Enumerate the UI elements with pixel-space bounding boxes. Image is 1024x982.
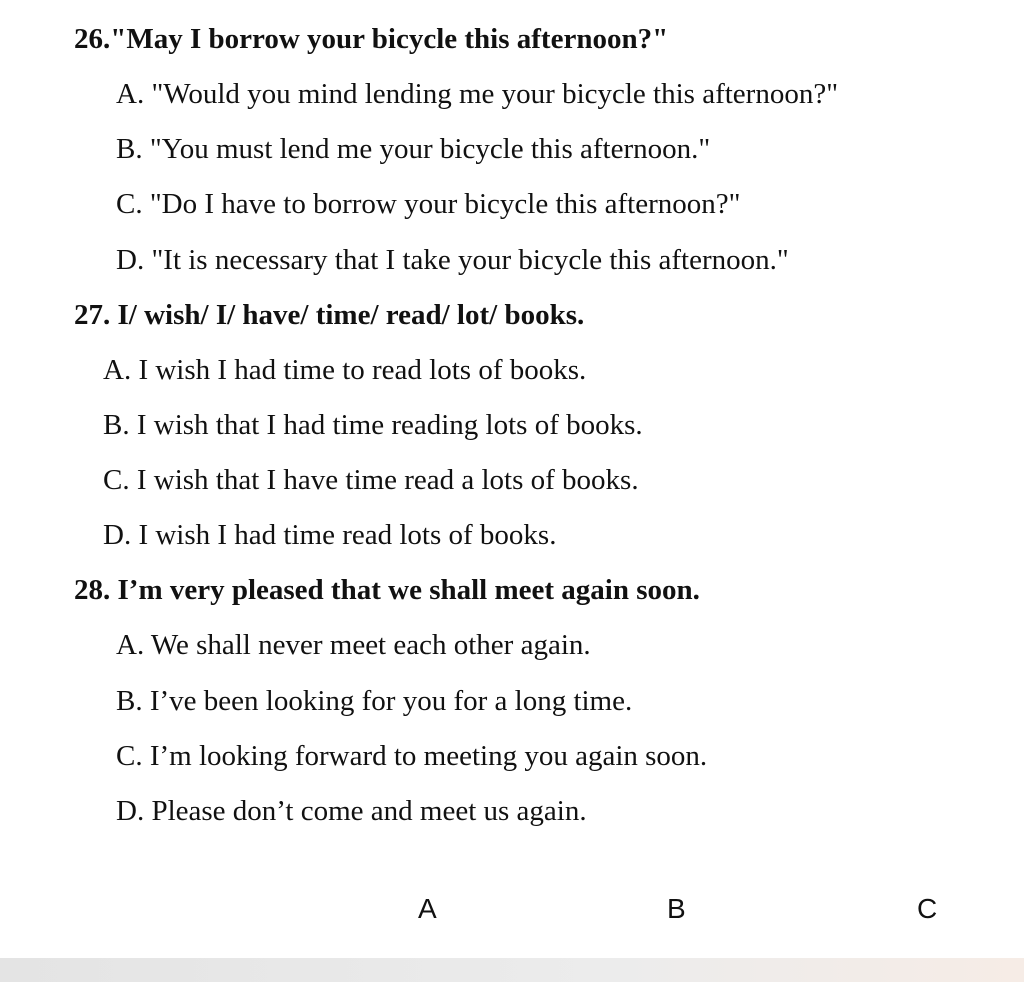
bottom-divider-bar bbox=[0, 958, 1024, 982]
answer-choice-b[interactable]: B bbox=[667, 893, 686, 924]
question-26-option-b: B. "You must lend me your bicycle this afternoon." bbox=[116, 133, 711, 165]
answer-choice-c[interactable]: C bbox=[917, 893, 938, 924]
question-27-option-a: A. I wish I had time to read lots of books. bbox=[103, 354, 587, 386]
question-26-option-a: A. "Would you mind lending me your bicycle this afternoon?" bbox=[116, 78, 839, 110]
question-27-option-c: C. I wish that I have time read a lots of books. bbox=[103, 464, 639, 496]
question-26-option-d: D. "It is necessary that I take your bicycle this afternoon." bbox=[116, 244, 789, 276]
question-28-option-c: C. I’m looking forward to meeting you again soon. bbox=[116, 740, 708, 772]
question-27-prompt: 27. I/ wish/ I/ have/ time/ read/ lot/ books. bbox=[74, 299, 585, 331]
question-26-prompt: 26."May I borrow your bicycle this afternoon?" bbox=[74, 23, 669, 55]
question-27-option-b: B. I wish that I had time reading lots of books. bbox=[103, 409, 643, 441]
question-28-option-b: B. I’ve been looking for you for a long time. bbox=[116, 685, 633, 717]
answer-choice-a[interactable]: A bbox=[418, 893, 437, 924]
question-28-prompt: 28. I’m very pleased that we shall meet again soon. bbox=[74, 574, 700, 606]
question-27-option-d: D. I wish I had time read lots of books. bbox=[103, 519, 557, 551]
question-26-option-c: C. "Do I have to borrow your bicycle this afternoon?" bbox=[116, 188, 741, 220]
question-28-option-d: D. Please don’t come and meet us again. bbox=[116, 795, 587, 827]
question-28-option-a: A. We shall never meet each other again. bbox=[116, 629, 591, 661]
